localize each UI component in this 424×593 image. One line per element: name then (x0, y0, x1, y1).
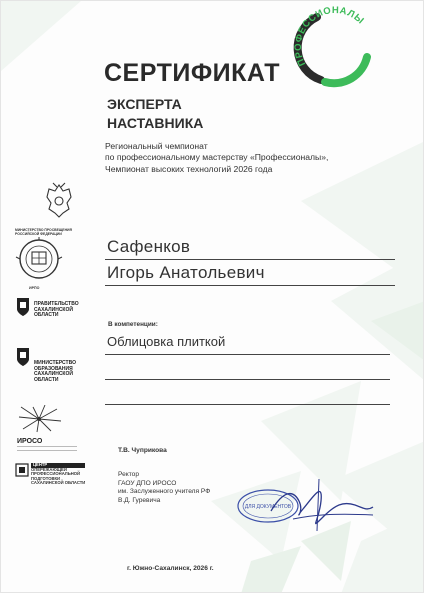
ministry-edu-line-4: ОБЛАСТИ (34, 376, 59, 383)
subtitle-line-2: НАСТАВНИКА (107, 115, 204, 131)
competence-value: Облицовка плиткой (107, 334, 226, 349)
certificate-subtitle (107, 95, 203, 133)
place-date: г. Южно-Сахалинск, 2026 г. (127, 565, 214, 572)
irpo-logo (15, 237, 87, 291)
signer-line-3: им. Заслуженного учителя РФ (118, 488, 211, 496)
government-line-3: ОБЛАСТИ (34, 312, 59, 319)
stamp-text: ДЛЯ ДОКУМЕНТОВ (244, 504, 292, 510)
event-line-1: Региональный чемпионат (105, 141, 208, 151)
iroso-logo (15, 405, 87, 451)
ministry-education-logo (15, 347, 87, 383)
government-line-2: САХАЛИНСКОЙ (34, 306, 73, 313)
government-line-1: ПРАВИТЕЛЬСТВО (34, 301, 79, 307)
surname-underline (105, 259, 395, 260)
svg-text:ПРОФЕССИОНАЛЫ (293, 5, 366, 68)
center-text (31, 463, 85, 486)
ministry-edu-line-1: МИНИСТЕРСТВО (34, 360, 76, 366)
logo-ring-text: ПРОФЕССИОНАЛЫ (292, 5, 367, 68)
event-line-3: Чемпионат высоких технологий 2026 года (105, 163, 273, 174)
center-line-1: ЦЕНТР (31, 463, 85, 468)
center-line-3: ПРОФЕССИОНАЛЬНОЙ (31, 471, 81, 477)
competence-underline-3 (105, 404, 390, 405)
government-logo (15, 297, 87, 319)
iroso-burst-icon (15, 405, 63, 433)
center-line-5: САХАЛИНСКОЙ ОБЛАСТИ (31, 480, 86, 486)
signer-line-4: В.Д. Гуревича (118, 496, 161, 504)
subtitle-line-1: ЭКСПЕРТА (107, 96, 182, 112)
competence-underline-2 (105, 379, 390, 380)
iroso-text: ИРОСО (17, 438, 43, 445)
government-text (34, 302, 79, 319)
ministry-prosv-logo (15, 179, 87, 236)
ministry-edu-line-3: САХАЛИНСКОЙ (34, 371, 73, 378)
iroso-subtext-lines (17, 446, 77, 451)
competence-underline-1 (105, 354, 390, 355)
recipient-surname: Сафенков (107, 237, 191, 256)
name-underline (105, 285, 395, 286)
sakhalin-shield-icon (15, 297, 31, 317)
signer-short-name: Т.В. Чуприкова (118, 447, 167, 454)
signer-info (118, 471, 210, 505)
signer-line-2: ГАОУ ДПО ИРОСО (118, 479, 177, 487)
eagle-emblem-icon (39, 179, 79, 221)
recipient-name: Игорь Анатольевич (107, 263, 265, 282)
center-square-icon (15, 463, 29, 477)
event-description (105, 141, 405, 175)
professionaly-logo (287, 5, 383, 91)
event-line-2: по профессиональному мастерству «Профессионалы», (105, 152, 329, 163)
irpo-emblem-icon (15, 237, 63, 281)
center-line-4: ПОДГОТОВКИ (31, 475, 61, 481)
signer-line-1: Ректор (118, 471, 140, 478)
center-line-2: ОПЕРЕЖАЮЩЕЙ (31, 466, 67, 472)
sakhalin-shield-icon-2 (15, 347, 31, 367)
ministry-prosv-text: МИНИСТЕРСТВО ПРОСВЕЩЕНИЯ РОССИЙСКОЙ ФЕДЕРАЦИИ (15, 228, 72, 236)
ministry-education-text (34, 361, 76, 383)
ministry-edu-line-2: ОБРАЗОВАНИЯ (34, 365, 73, 372)
irpo-text: ИРПО (29, 286, 40, 290)
certificate-title: СЕРТИФИКАТ (104, 59, 280, 87)
center-logo (15, 463, 87, 486)
competence-label: В компетенции: (108, 321, 158, 328)
handwritten-signature (263, 471, 383, 541)
